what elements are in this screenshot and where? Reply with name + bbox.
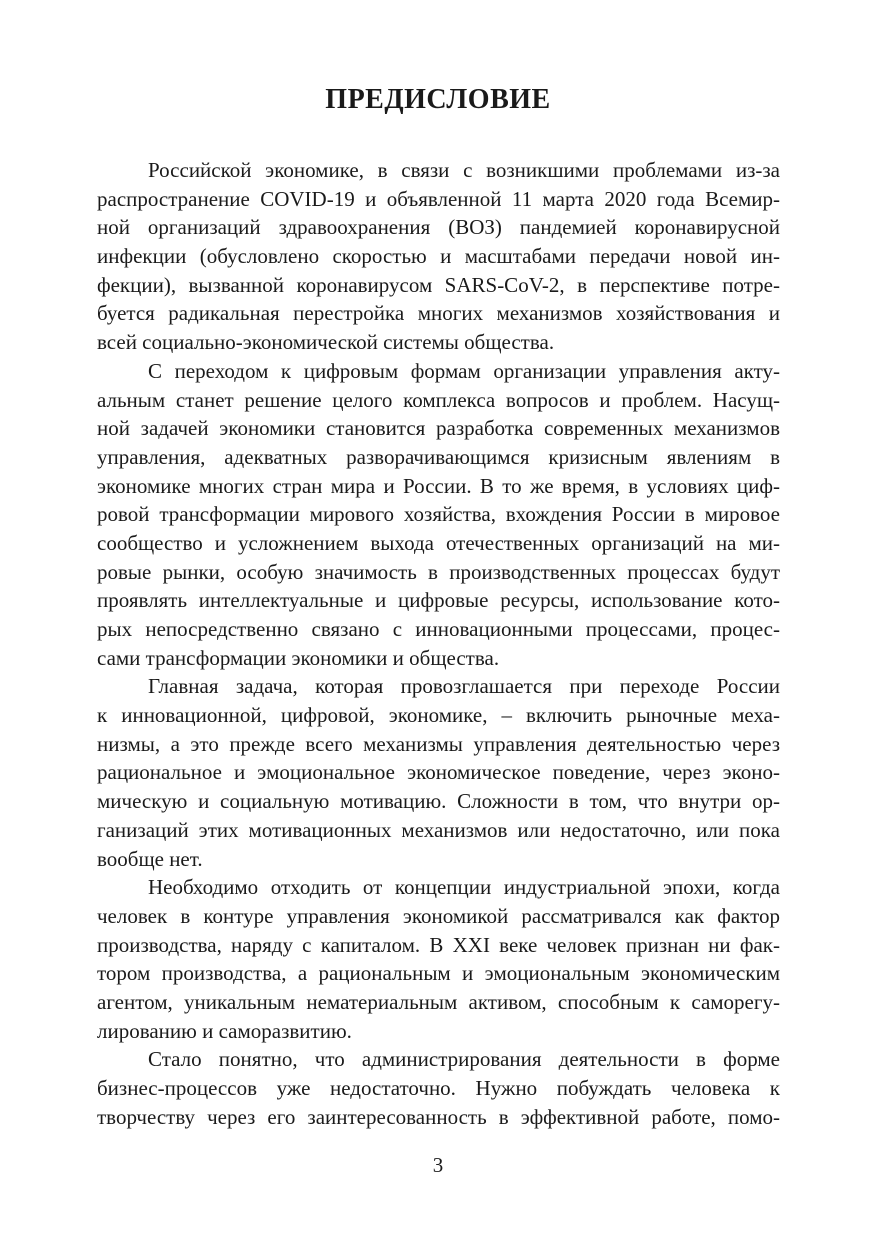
text-line: ной организаций здравоохранения (ВОЗ) пандемией коронавирусной <box>97 215 780 240</box>
text-line: всей социально-экономической системы общества. <box>97 330 555 355</box>
text-line: производства, наряду с капиталом. В XXI веке человек признан ни фак- <box>97 932 780 957</box>
text-line: управления, адекватных разворачивающимся кризисным явлениям в <box>97 444 780 469</box>
document-body <box>97 156 780 1131</box>
text-line: ной задачей экономики становится разработка современных механизмов <box>97 416 780 441</box>
text-line: человек в контуре управления экономикой рассматривался как фактор <box>97 903 780 928</box>
text-line: ганизаций этих мотивационных механизмов или недостаточно, или пока <box>97 817 780 842</box>
text-line: бизнес-процессов уже недостаточно. Нужно побуждать человека к <box>97 1076 780 1100</box>
text-line: агентом, уникальным нематериальным активом, способным к саморегу- <box>97 989 780 1014</box>
text-line: Главная задача, которая провозглашается при переходе России <box>148 674 780 699</box>
paragraph <box>97 1045 780 1131</box>
text-line: Российской экономике, в связи с возникшими проблемами из-за <box>148 158 780 182</box>
text-line: альным станет решение целого комплекса вопросов и проблем. Насущ- <box>97 387 780 412</box>
text-line: ровой трансформации мирового хозяйства, вхождения России в мировое <box>97 502 780 527</box>
text-line: сами трансформации экономики и общества. <box>97 645 500 670</box>
text-line: тором производства, а рациональным и эмоциональным экономическим <box>97 961 780 986</box>
page-title: ПРЕДИСЛОВИЕ <box>325 84 551 115</box>
text-line: ровые рынки, особую значимость в производственных процессах будут <box>97 559 780 584</box>
text-line: распространение COVID-19 и объявленной 11 марта 2020 года Всемир- <box>97 186 780 211</box>
text-line: С переходом к цифровым формам организации управления акту- <box>148 358 780 383</box>
paragraph <box>97 873 780 1045</box>
paragraph <box>97 357 780 673</box>
text-line: рых непосредственно связано с инновационными процессами, процес- <box>97 617 780 641</box>
text-line: буется радикальная перестройка многих механизмов хозяйствования и <box>97 301 780 326</box>
text-line: сообщество и усложнением выхода отечественных организаций на ми- <box>97 530 780 555</box>
text-line: мическую и социальную мотивацию. Сложности в том, что внутри ор- <box>97 789 780 814</box>
paragraph <box>97 156 780 357</box>
text-line: инфекции (обусловлено скоростью и масштабами передачи новой ин- <box>97 244 780 269</box>
text-line: Необходимо отходить от концепции индустриальной эпохи, когда <box>148 875 780 900</box>
text-line: к инновационной, цифровой, экономике, – включить рыночные меха- <box>97 703 780 728</box>
text-line: низмы, а это прежде всего механизмы управления деятельностью через <box>97 731 780 756</box>
text-line: проявлять интеллектуальные и цифровые ресурсы, использование кото- <box>97 588 780 613</box>
text-line: экономике многих стран мира и России. В то же время, в условиях циф- <box>97 473 780 498</box>
text-line: рациональное и эмоциональное экономическое поведение, через эконо- <box>97 760 780 785</box>
text-line: фекции), вызванной коронавирусом SARS-CoV-2, в перспективе потре- <box>97 272 780 297</box>
page-number: 3 <box>432 1153 444 1177</box>
text-line: Стало понятно, что администрирования деятельности в форме <box>148 1047 780 1072</box>
text-line: вообще нет. <box>97 846 203 871</box>
text-line: творчеству через его заинтересованность в эффективной работе, помо- <box>97 1104 780 1129</box>
text-line: лированию и саморазвитию. <box>97 1018 352 1043</box>
paragraph <box>97 672 780 873</box>
